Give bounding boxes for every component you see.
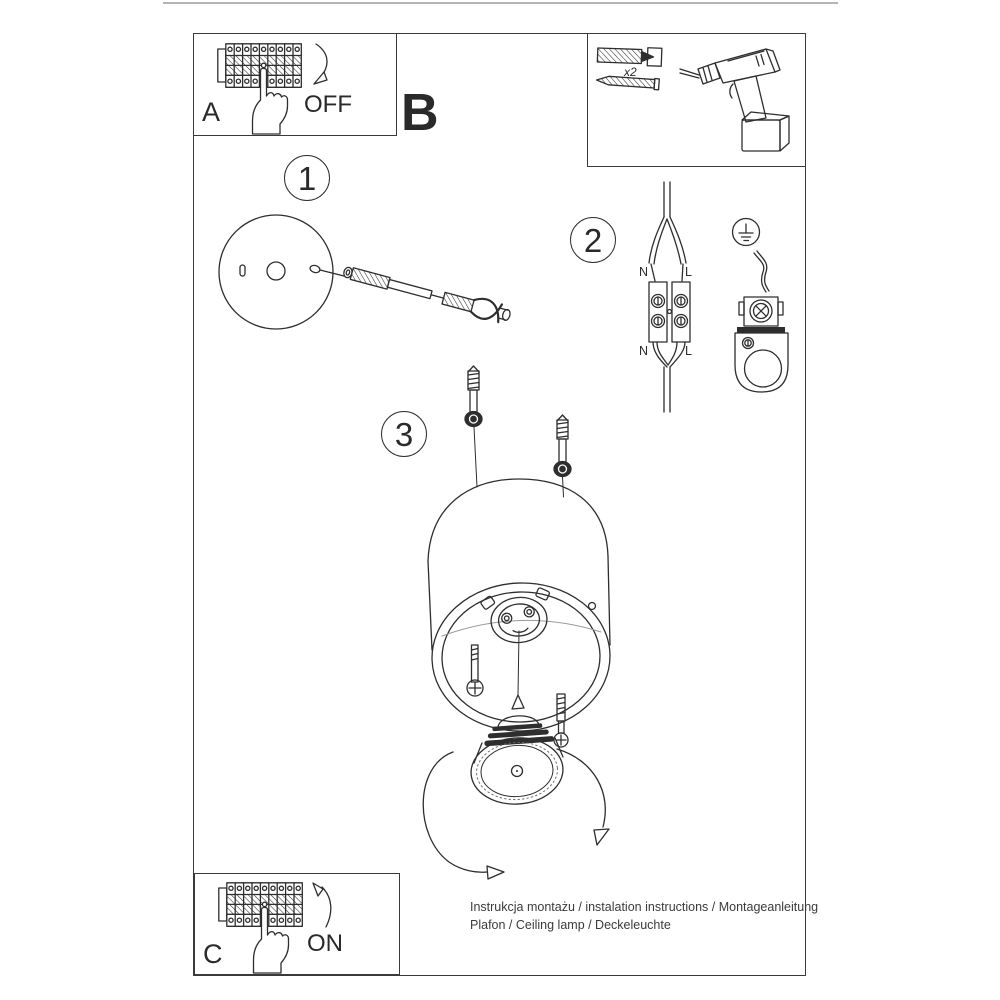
on-label: ON — [307, 930, 343, 957]
power-off-box — [193, 33, 397, 136]
wire-label-n-top: N — [639, 265, 649, 279]
wire-label-l-bottom: L — [685, 344, 692, 358]
section-label-c: C — [203, 939, 223, 969]
off-label: OFF — [304, 91, 352, 118]
step-1-badge — [284, 155, 330, 201]
section-label-a: A — [202, 97, 221, 127]
section-label-b: B — [401, 84, 439, 142]
power-on-box — [194, 873, 400, 975]
footer-line-2: Plafon / Ceiling lamp / Deckeleuchte — [470, 917, 671, 932]
step-3-number: 3 — [394, 415, 414, 453]
step-2-badge — [570, 217, 616, 263]
footer-line-1: Instrukcja montażu / instalation instructions / Montageanleitung — [470, 900, 819, 914]
screw-quantity-label: x2 — [624, 65, 637, 79]
wire-label-n-bottom: N — [639, 344, 649, 358]
tools-box — [587, 33, 806, 167]
step-2-number: 2 — [583, 221, 603, 259]
wire-label-l-top: L — [685, 265, 692, 279]
step-1-number: 1 — [297, 159, 317, 197]
footer-text — [470, 899, 818, 934]
step-3-badge — [381, 411, 427, 457]
